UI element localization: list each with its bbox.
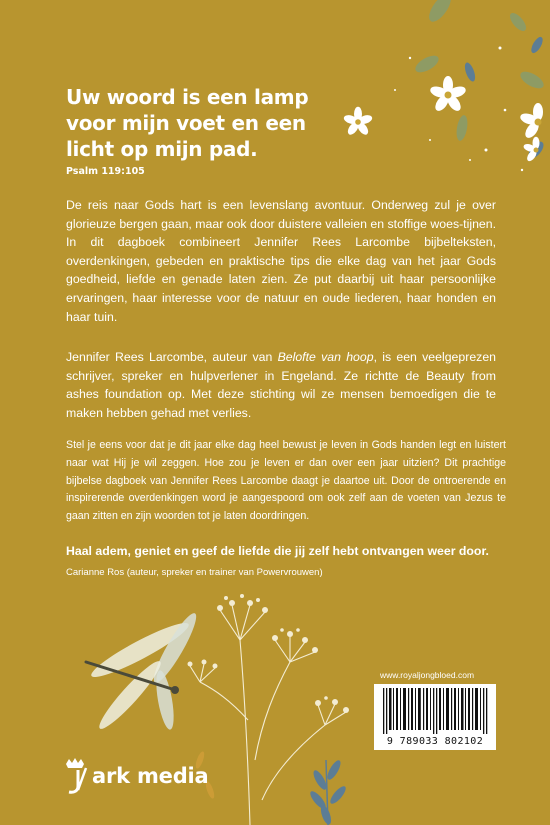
author-text-end: , is een veelgeprezen schrijver, spreker en hulpverlener in Engeland. Ze richtte de Beauty from ashes foundation op. Met deze stichting wil ze mensen bemoedigen die te maken hebben gehad met verlies.: [66, 350, 496, 420]
book-title-italic: Belofte van hoop: [277, 350, 374, 364]
isbn-number: 9 789033 802102: [386, 736, 484, 747]
author-text-start: Jennifer Rees Larcombe, auteur van: [66, 350, 278, 364]
quote-line-3: licht op mijn pad.: [66, 137, 258, 161]
endorsement-paragraph: Stel je eens voor dat je dit jaar elke dag heel bewust je leven in Gods handen legt en luistert naar wat Hij je wil zeggen. Hoe zou je leven er dan over een jaar uitzien? Dit prachtige bijbelse dagboek van Jennifer Rees Larcombe daagt je daartoe uit. Door de ontroerende en inspirerende overdenkingen word je aangespoord om ook zelf aan de voeten van Jezus te gaan zitten en zijn woorden tot je laten doordringen.: [66, 439, 506, 523]
publisher-website: www.royaljongbloed.com: [380, 670, 475, 680]
quote-line-1: Uw woord is een lamp: [66, 85, 309, 109]
endorsement-headline: Haal adem, geniet en geef de liefde die jij zelf hebt ontvangen weer door.: [66, 544, 489, 558]
quote-reference: Psalm 119:105: [66, 166, 145, 177]
isbn-barcode: [374, 684, 496, 750]
barcode-bars: [381, 688, 489, 734]
quote-line-2: voor mijn voet en een: [66, 111, 306, 135]
description-paragraph-1: De reis naar Gods hart is een levenslang avontuur. Onderweg zul je over glorieuze bergen gaan, maar ook door duistere valleien en stoffige woes-tijnen. In dit dagboek combineert Jennifer Rees Larcombe bijbelteksten, overdenkingen, gebeden en praktische tips die elke dag van het jaar Gods goedheid, liefde en genade laten zien. Ze put daarbij uit haar persoonlijke ervaringen, haar interesse voor de natuur en oude liederen, haar honden en haar tuin.: [66, 198, 496, 324]
publisher-logo: [62, 756, 209, 796]
publisher-name: ark media: [92, 764, 209, 788]
crown-icon: [62, 756, 88, 796]
endorser-credit: Carianne Ros (auteur, spreker en trainer van Powervrouwen): [66, 567, 323, 578]
